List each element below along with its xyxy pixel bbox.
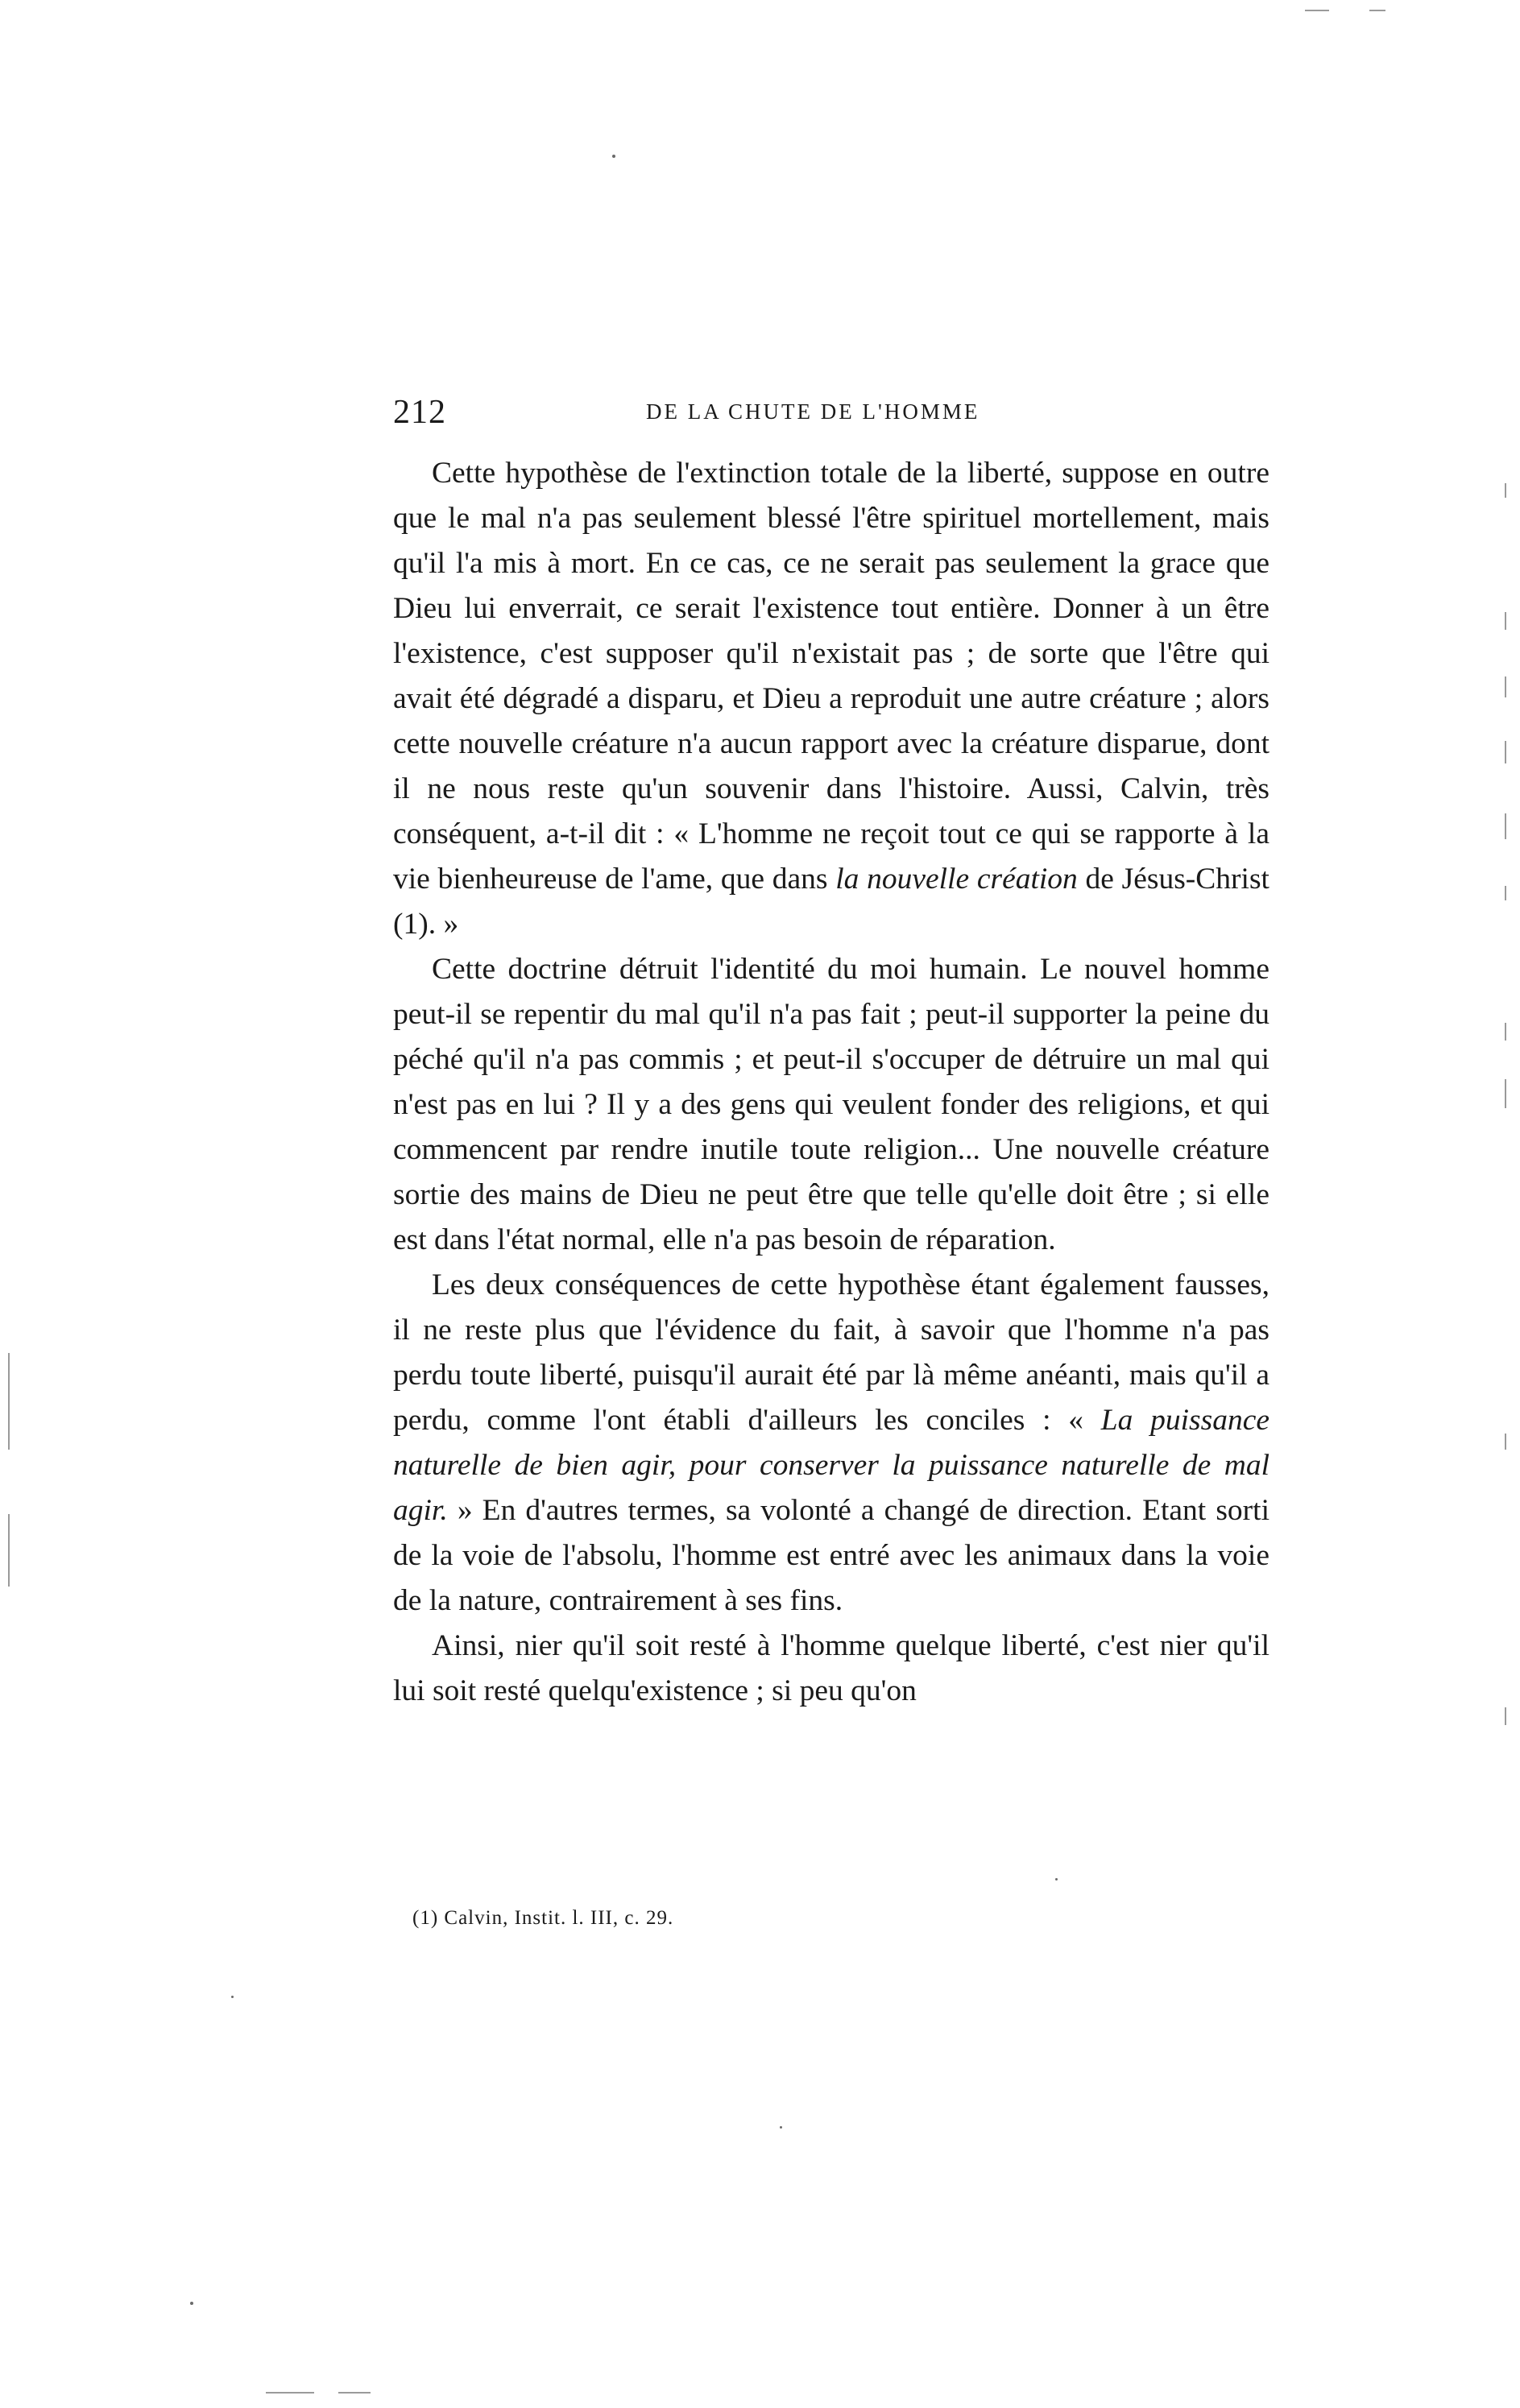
scan-mark [8, 1353, 10, 1450]
scan-mark [266, 2392, 314, 2394]
scan-mark [1505, 886, 1506, 900]
page-header [393, 393, 1269, 441]
italic-run: la nouvelle création [835, 863, 1078, 896]
text-run: de Jésus-Christ (1). » [393, 863, 1269, 941]
text-run: Cette doctrine détruit l'identité du moi humain. Le nouvel homme peut-il se repentir du mal qu'il n'a pas fait ; peut-il supporter la peine du péché qu'il n'a pas commis ; et peut-il s'occuper de détruire un mal qui n'est pas en lui ? Il y a des gens qui veulent fonder des religions, et qui commencent par rendre inutile toute religion... Une nouvelle créature sortie des mains de Dieu ne peut être que telle qu'elle doit être ; si elle est dans l'état normal, elle n'a pas besoin de réparation. [393, 953, 1269, 1256]
body-text [393, 451, 1269, 1714]
text-run: » En d'autres termes, sa volonté a changé de direction. Etant sorti de la voie de l'absolu, l'homme est entré avec les animaux dans la voie de la nature, contrairement à ses fins. [393, 1494, 1269, 1617]
scan-mark [338, 2392, 371, 2394]
text-run: Cette hypothèse de l'extinction totale de la liberté, suppose en outre que le mal n'a pas seulement blessé l'être spirituel mortellement, mais qu'il l'a mis à mort. En ce cas, ce ne serait pas seulement la grace que Dieu lui enverrait, ce serait l'existence tout entière. Donner à un être l'existence, c'est supposer qu'il n'existait pas ; de sorte que l'être qui avait été dégradé a disparu, et Dieu a reproduit une autre créature ; alors cette nouvelle créature n'a aucun rapport avec la créature disparue, dont il ne nous reste qu'un souvenir dans l'histoire. Aussi, Calvin, très conséquent, a-t-il dit : « L'homme ne reçoit tout ce qui se rapporte à la vie bienheureuse de l'ame, que dans [393, 457, 1269, 896]
paragraph [393, 947, 1269, 1263]
paragraph [393, 451, 1269, 947]
scan-mark [1505, 483, 1506, 498]
paragraph [393, 1624, 1269, 1714]
paragraph [393, 1263, 1269, 1624]
scan-mark [1505, 676, 1506, 697]
text-run: Ainsi, nier qu'il soit resté à l'homme quelque liberté, c'est nier qu'il lui soit resté quelqu'existence ; si peu qu'on [393, 1629, 1269, 1707]
scan-speck [780, 2126, 782, 2129]
scan-mark [1505, 813, 1506, 839]
scan-speck [612, 155, 615, 158]
scan-mark [1505, 1434, 1506, 1450]
scan-speck [190, 2302, 193, 2305]
scan-mark [1505, 1023, 1506, 1041]
scan-mark [8, 1514, 10, 1587]
scan-mark [1505, 1079, 1506, 1108]
scan-mark [1369, 10, 1385, 11]
scan-speck [1055, 1878, 1058, 1880]
scan-speck [231, 1996, 234, 1998]
scan-mark [1505, 612, 1506, 630]
scan-mark [1505, 741, 1506, 763]
running-head: DE LA CHUTE DE L'HOMME [646, 399, 980, 424]
page-number: 212 [393, 394, 446, 431]
footnote: (1) Calvin, Instit. l. III, c. 29. [412, 1907, 674, 1929]
scan-mark [1305, 10, 1329, 11]
scan-mark [1505, 1707, 1506, 1725]
text-run: Les deux conséquences de cette hypothèse étant également fausses, il ne reste plus que l'évidence du fait, à savoir que l'homme n'a pas perdu toute liberté, puisqu'il aurait été par là même anéanti, mais qu'il a perdu, comme l'ont établi d'ailleurs les conciles : « [393, 1268, 1269, 1437]
italic-run: La puissance naturelle de bien agir, pour conserver la puissance naturelle de mal agir. [393, 1404, 1270, 1527]
